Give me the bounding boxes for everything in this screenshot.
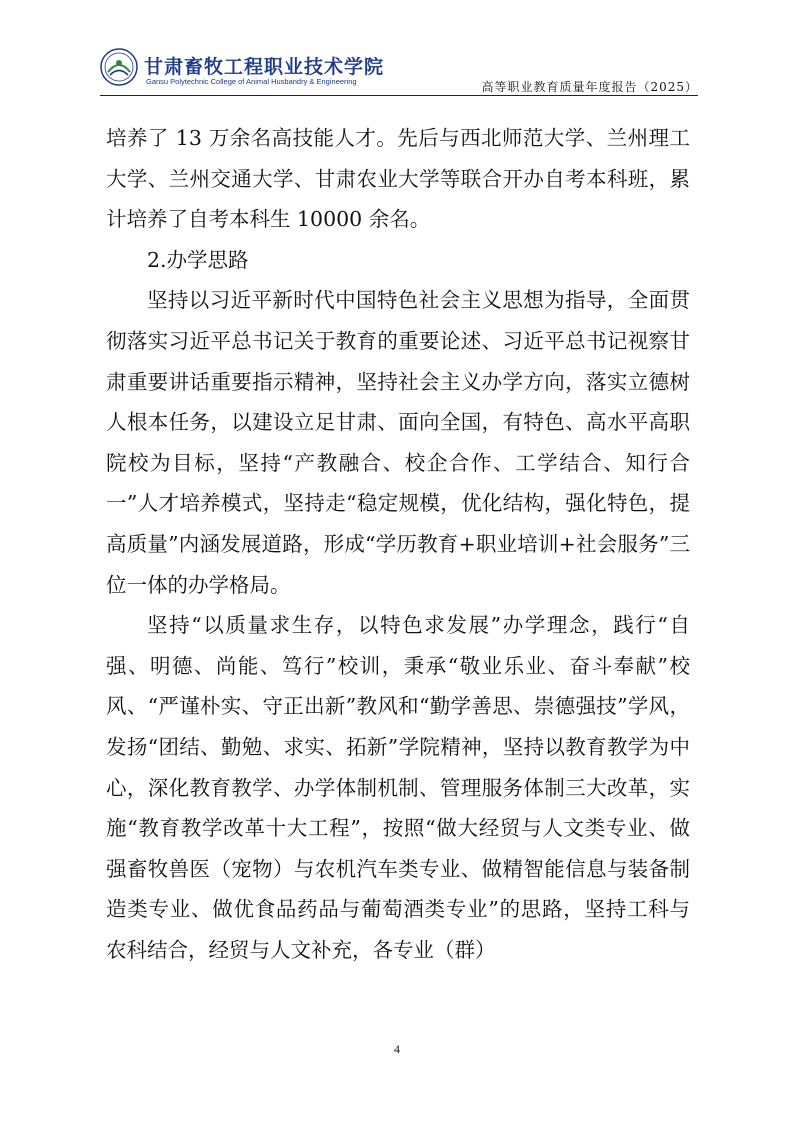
report-title: 高等职业教育质量年度报告（2025） xyxy=(481,80,698,94)
page-header xyxy=(100,48,698,98)
school-name-english: Gansu Polytechnic College of Animal Husbandry & Engineering xyxy=(146,77,357,86)
page-number: 4 xyxy=(394,1042,400,1056)
school-name: 甘肃畜牧工程职业技术学院 xyxy=(144,56,385,78)
paragraph-school-philosophy: 坚持“以质量求生存，以特色求发展”办学理念，践行“自强、明德、尚能、笃行”校训，秉承“敬业乐业、奋斗奉献”校风、“严谨朴实、守正出新”教风和“勤学善思、崇德强技”学风，发扬“团结、勤勉、求实、拓新”学院精神，坚持以教育教学为中心，深化教育教学、办学体制机制、管理服务体制三大改革，实施“教育教学改革十大工程”，按照“做大经贸与人文类专业、做强畜牧兽医（宠物）与农机汽车类专业、做精智能信息与装备制造类专业、做优食品药品与葡萄酒类专业”的思路，坚持工科与农科结合，经贸与人文补充，各专业（群） xyxy=(106,613,690,962)
college-logo-icon xyxy=(100,48,138,86)
header-rule xyxy=(100,95,698,96)
section-heading: 2.办学思路 xyxy=(147,247,249,272)
document-body xyxy=(106,118,690,970)
paragraph-continuation: 培养了 13 万余名高技能人才。先后与西北师范大学、兰州理工大学、兰州交通大学、甘肃农业大学等联合开办自考本科班，累计培养了自考本科生 10000 余名。 xyxy=(106,126,690,232)
paragraph-guiding-ideology: 坚持以习近平新时代中国特色社会主义思想为指导，全面贯彻落实习近平总书记关于教育的重要论述、习近平总书记视察甘肃重要讲话重要指示精神，坚持社会主义办学方向，落实立德树人根本任务，以建设立足甘肃、面向全国，有特色、高水平高职院校为目标，坚持“产教融合、校企合作、工学结合、知行合一”人才培养模式，坚持走“稳定规模，优化结构，强化特色，提高质量”内涵发展道路，形成“学历教育+职业培训+社会服务”三位一体的办学格局。 xyxy=(106,288,690,597)
